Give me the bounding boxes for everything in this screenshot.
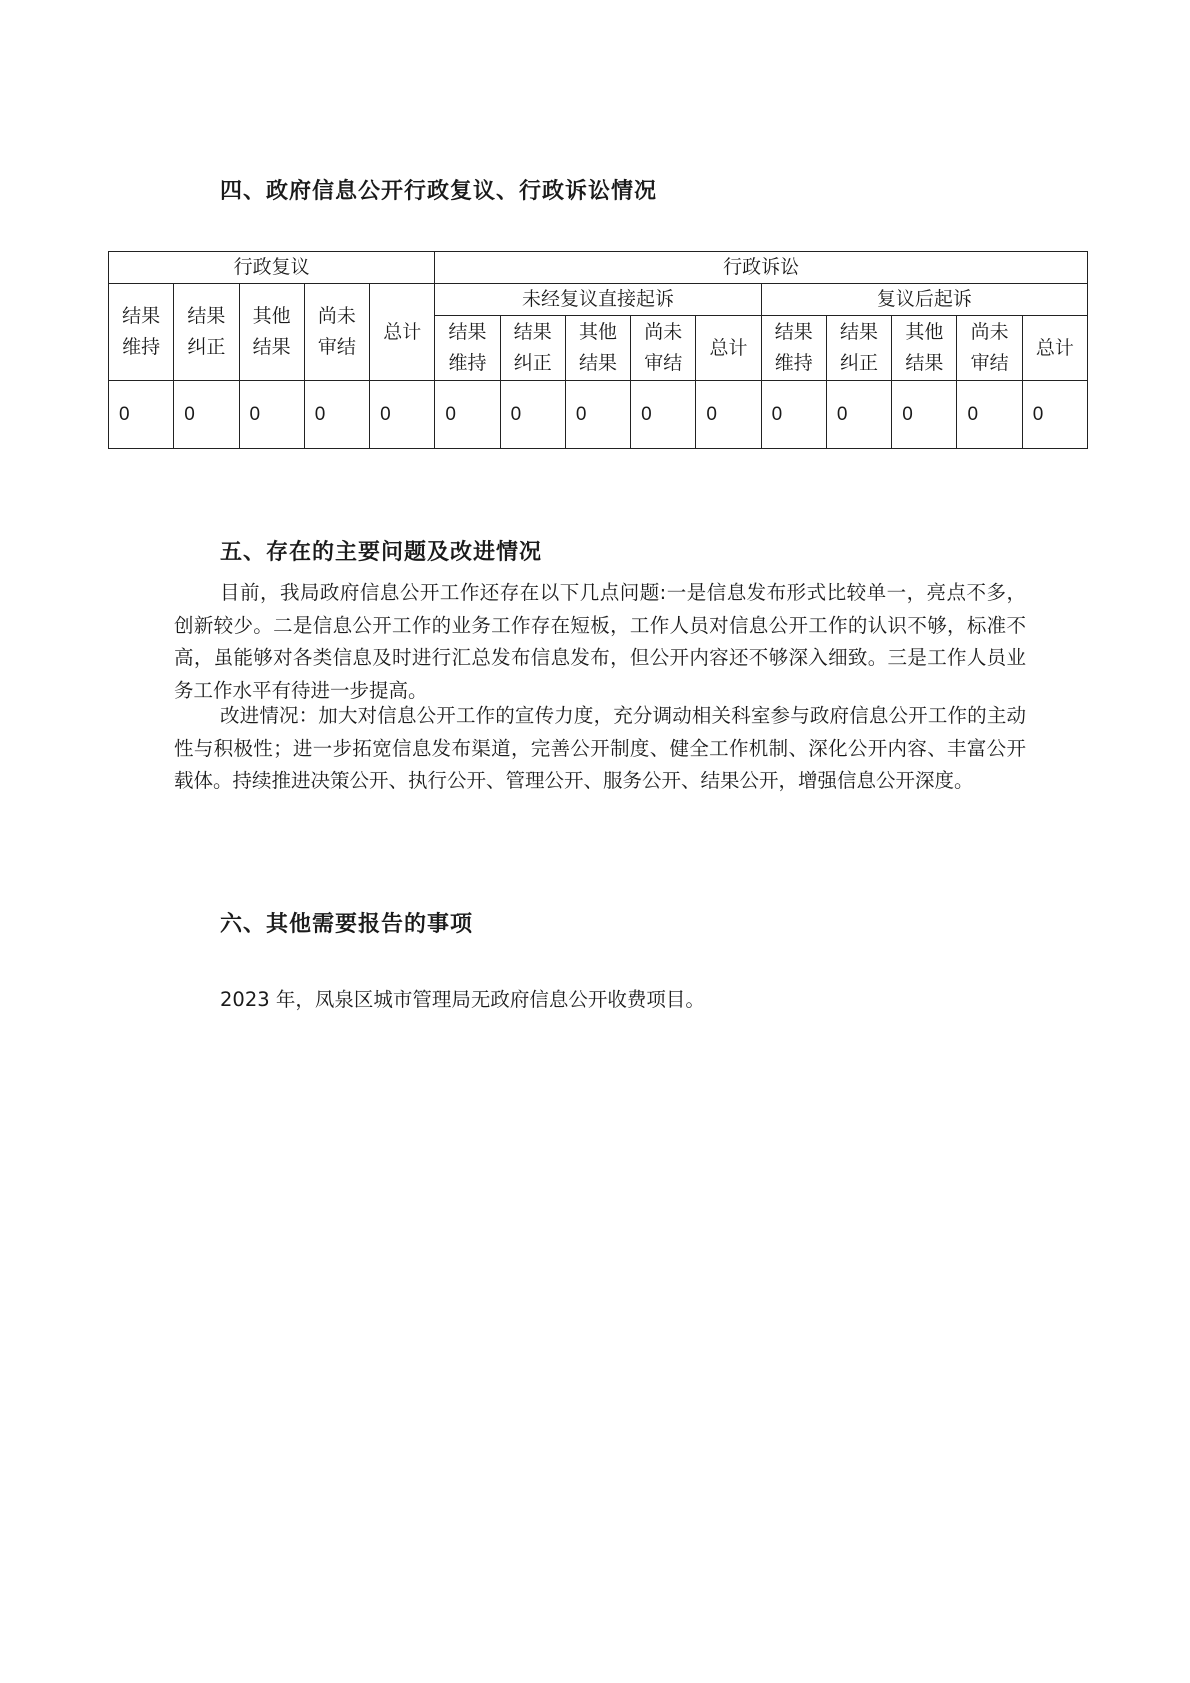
section-6-title: 六、其他需要报告的事项 bbox=[220, 911, 474, 937]
review-col-total: 总计 bbox=[370, 284, 435, 381]
admin-litigation-header: 行政诉讼 bbox=[435, 252, 1088, 284]
table-row bbox=[109, 381, 1088, 449]
table-cell: 0 bbox=[174, 381, 239, 449]
section-5-title: 五、存在的主要问题及改进情况 bbox=[220, 539, 543, 565]
review-col-other: 其他 结果 bbox=[239, 284, 304, 381]
table-cell: 0 bbox=[109, 381, 174, 449]
table-header-row-2 bbox=[109, 284, 1088, 316]
after-review-litigation-header: 复议后起诉 bbox=[761, 284, 1087, 316]
other-matters-paragraph: 2023 年，凤泉区城市管理局无政府信息公开收费项目。 bbox=[220, 988, 705, 1011]
table-cell: 0 bbox=[761, 381, 826, 449]
problems-paragraph: 目前，我局政府信息公开工作还存在以下几点问题:一是信息发布形式比较单一，亮点不多，创新较少。二是信息公开工作的业务工作存在短板，工作人员对信息公开工作的认识不够，标准不高，虽能够对各类信息及时进行汇总发布信息发布，但公开内容还不够深入细致。三是工作人员业务工作水平有待进一步提高。 bbox=[174, 581, 1026, 702]
table-header-row-1 bbox=[109, 252, 1088, 284]
after-review-col-total: 总计 bbox=[1022, 316, 1087, 381]
table-cell: 0 bbox=[435, 381, 500, 449]
review-col-corrected: 结果 纠正 bbox=[174, 284, 239, 381]
table-cell: 0 bbox=[304, 381, 369, 449]
table-cell: 0 bbox=[892, 381, 957, 449]
admin-review-header: 行政复议 bbox=[109, 252, 435, 284]
table-cell: 0 bbox=[565, 381, 630, 449]
direct-col-corrected: 结果 纠正 bbox=[500, 316, 565, 381]
section-4-title: 四、政府信息公开行政复议、行政诉讼情况 bbox=[220, 178, 658, 204]
direct-col-total: 总计 bbox=[696, 316, 761, 381]
after-review-col-pending: 尚未 审结 bbox=[957, 316, 1022, 381]
improvements-paragraph: 改进情况：加大对信息公开工作的宣传力度，充分调动相关科室参与政府信息公开工作的主动性与积极性；进一步拓宽信息发布渠道，完善公开制度、健全工作机制、深化公开内容、丰富公开载体。持续推进决策公开、执行公开、管理公开、服务公开、结果公开，增强信息公开深度。 bbox=[174, 704, 1026, 792]
direct-litigation-header: 未经复议直接起诉 bbox=[435, 284, 761, 316]
after-review-col-upheld: 结果 维持 bbox=[761, 316, 826, 381]
direct-col-other: 其他 结果 bbox=[565, 316, 630, 381]
after-review-col-corrected: 结果 纠正 bbox=[826, 316, 891, 381]
after-review-col-other: 其他 结果 bbox=[892, 316, 957, 381]
table-cell: 0 bbox=[696, 381, 761, 449]
table-cell: 0 bbox=[631, 381, 696, 449]
table-cell: 0 bbox=[239, 381, 304, 449]
direct-col-pending: 尚未 审结 bbox=[631, 316, 696, 381]
table-cell: 0 bbox=[826, 381, 891, 449]
direct-col-upheld: 结果 维持 bbox=[435, 316, 500, 381]
table-cell: 0 bbox=[370, 381, 435, 449]
table-cell: 0 bbox=[957, 381, 1022, 449]
table-cell: 0 bbox=[1022, 381, 1087, 449]
review-col-upheld: 结果 维持 bbox=[109, 284, 174, 381]
review-col-pending: 尚未 审结 bbox=[304, 284, 369, 381]
review-litigation-table bbox=[108, 251, 1088, 449]
table-cell: 0 bbox=[500, 381, 565, 449]
